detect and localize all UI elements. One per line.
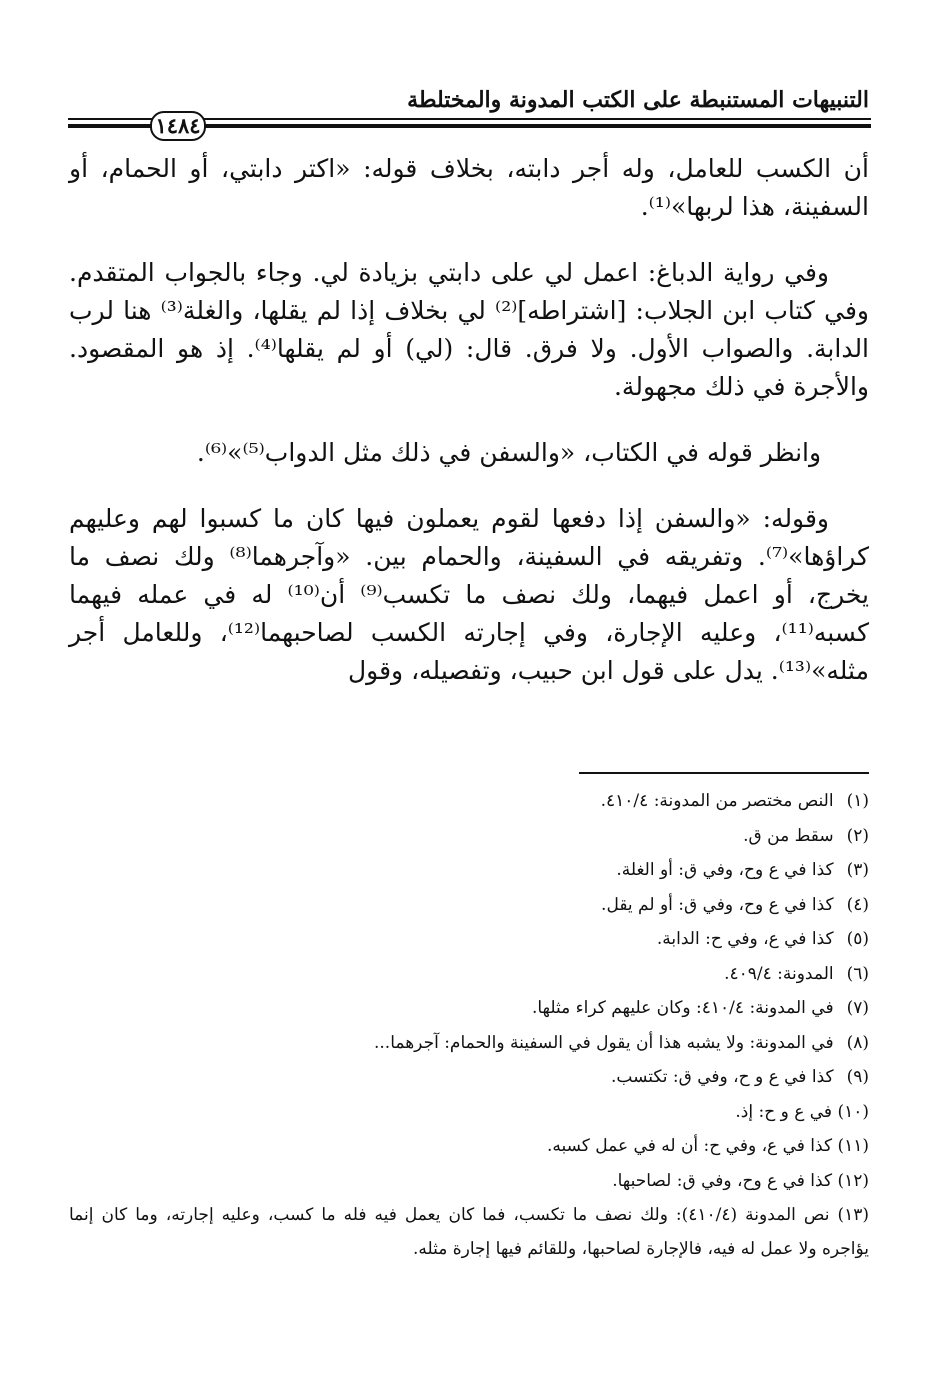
footnote [69, 853, 869, 888]
page-number: ١٤٨٤ [150, 111, 206, 141]
footnote-number: (٣) [846, 860, 869, 880]
footnote-text: نص المدونة (٤١٠/٤): ولك نصف ما تكسب، فما كان يعمل فيه فله ما كسب، وعليه إجارته، وما كان إنما يؤاجره ولا عمل له فيه، فالإجارة لصاحبها، وللقائم فيها إجارة مثله. [69, 1205, 869, 1259]
footnote [69, 1198, 869, 1266]
paragraph-2: وفي رواية الدباغ: اعمل لي على دابتي بزيادة لي. وجاء بالجواب المتقدم. وفي كتاب ابن الجلاب: [اشتراطه]⁽²⁾ لي بخلاف إذا لم يقلها، والغلة⁽³⁾ هنا لرب الدابة. والصواب الأول. ولا فرق. قال: (لي) أو لم يقلها⁽⁴⁾. إذ هو المقصود. والأجرة في ذلك مجهولة. [69, 258, 870, 401]
footnote-text: في المدونة: ٤١٠/٤: وكان عليهم كراء مثلها. [531, 998, 834, 1018]
footnote [69, 991, 869, 1026]
paragraph-1: أن الكسب للعامل، وله أجر دابته، بخلاف قوله: «اكتر دابتي، أو الحمام، أو السفينة، هذا لربها»⁽¹⁾. [69, 154, 869, 221]
footnote-number: (٧) [846, 998, 869, 1018]
footnote-text: سقط من ق. [743, 825, 834, 846]
footnote-number: (١٠) [837, 1101, 869, 1122]
footnote [69, 1060, 869, 1095]
footnote-number: (٥) [846, 929, 869, 949]
footnote-number: (١٢) [837, 1170, 869, 1191]
footnote-text: المدونة: ٤٠٩/٤. [724, 963, 834, 984]
footnote-text: كذا في ع وح، وفي ق: أو لم يقل. [601, 894, 834, 915]
footnote-number: (١) [846, 791, 869, 811]
running-title: التنبيهات المستنبطة على الكتب المدونة والمختلطة [407, 87, 869, 113]
header-rule-thick [190, 124, 871, 128]
header-rule-thick-left [68, 124, 156, 128]
footnote [69, 922, 869, 957]
footnote-number: (٢) [846, 825, 869, 846]
footnote [69, 1164, 869, 1199]
footnote-text: النص مختصر من المدونة: ٤١٠/٤. [600, 791, 834, 811]
footnote [69, 957, 869, 992]
footnote-number: (٨) [846, 1032, 869, 1053]
paragraph-3: وانظر قوله في الكتاب، «والسفن في ذلك مثل الدواب⁽⁵⁾»⁽⁶⁾. [196, 438, 822, 467]
footnote-number: (١١) [837, 1136, 869, 1156]
footnote-separator [579, 772, 869, 774]
footnote [69, 888, 869, 923]
footnote-text: في المدونة: ولا يشبه هذا أن يقول في السفينة والحمام: آجرهما... [374, 1032, 834, 1053]
main-text [69, 150, 869, 718]
footnote-text: في ع و ح: إذ. [735, 1101, 833, 1122]
footnote [69, 1129, 869, 1164]
footnote [69, 784, 869, 819]
footnote-text: كذا في ع وح، وفي ق: أو الغلة. [616, 860, 834, 880]
footnote-text: كذا في ع، وفي ح: الدابة. [656, 929, 834, 949]
footnote-text: كذا في ع و ح، وفي ق: تكتسب. [610, 1067, 834, 1087]
paragraph-4: وقوله: «والسفن إذا دفعها لقوم يعملون فيها كان ما كسبوا لهم وعليهم كراؤها»⁽⁷⁾. وتفريقه في السفينة، والحمام بين. «وآجرهما⁽⁸⁾ ولك نصف ما يخرج، أو اعمل فيهما، ولك نصف ما تكسب⁽⁹⁾ أن⁽¹⁰⁾ له في عمله فيهما كسبه⁽¹¹⁾، وعليه الإجارة، وفي إجارته الكسب لصاحبهما⁽¹²⁾، وللعامل أجر مثله»⁽¹³⁾. يدل على قول ابن حبيب، وتفصيله، وقول [69, 504, 870, 685]
footnote [69, 819, 869, 854]
footnotes [69, 784, 869, 1266]
footnote-text: كذا في ع وح، وفي ق: لصاحبها. [612, 1170, 833, 1191]
footnote-text: كذا في ع، وفي ح: أن له في عمل كسبه. [546, 1136, 833, 1156]
footnote-number: (٤) [846, 894, 869, 915]
footnote-number: (١٣) [837, 1205, 869, 1225]
footnote-number: (٩) [846, 1067, 869, 1087]
footnote-number: (٦) [846, 963, 869, 984]
footnote [69, 1026, 869, 1061]
footnote [69, 1095, 869, 1130]
